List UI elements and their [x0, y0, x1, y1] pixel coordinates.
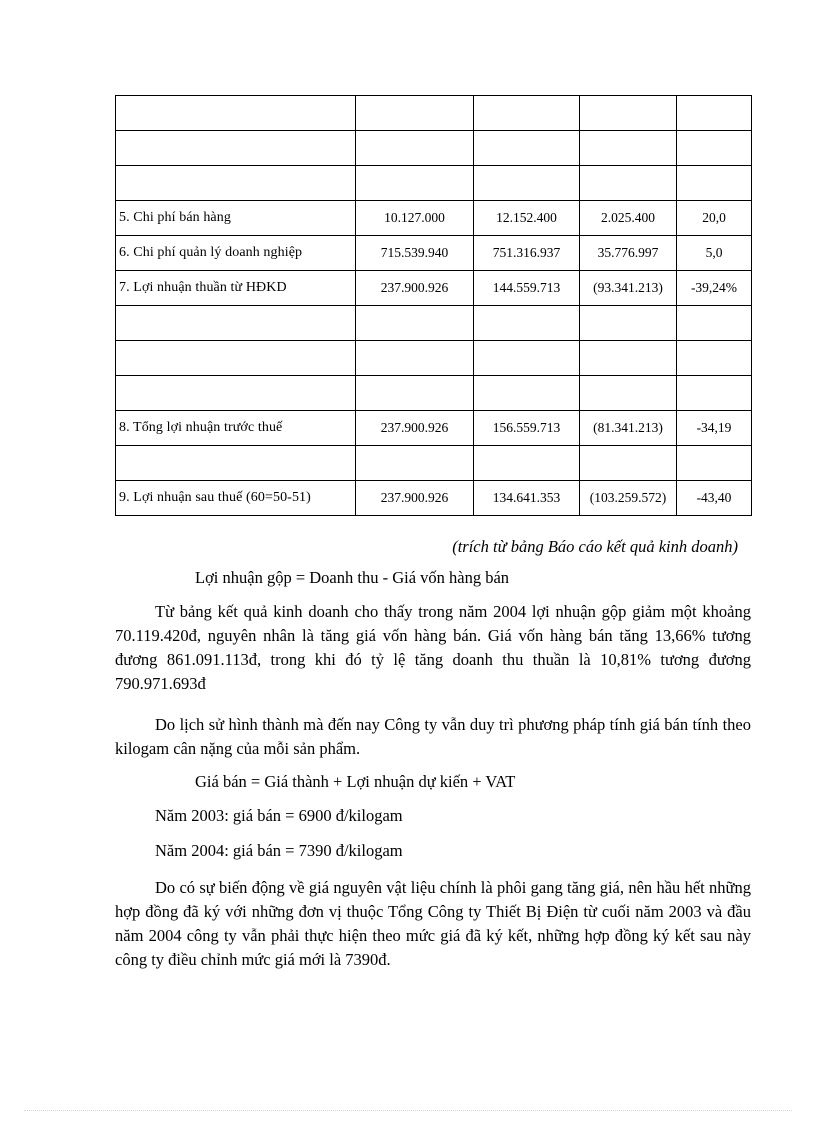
difference-cell	[580, 306, 677, 341]
difference-cell: 35.776.997	[580, 236, 677, 271]
value-2004-cell	[474, 446, 580, 481]
value-2003-cell: 237.900.926	[356, 481, 474, 516]
table-row	[116, 446, 752, 481]
table-row	[116, 271, 752, 306]
value-2004-cell	[474, 166, 580, 201]
table-row	[116, 166, 752, 201]
table-row	[116, 376, 752, 411]
value-2004-cell: 156.559.713	[474, 411, 580, 446]
table-row	[116, 411, 752, 446]
difference-cell	[580, 446, 677, 481]
value-2004-cell	[474, 96, 580, 131]
percent-change-cell	[677, 166, 752, 201]
value-2004-cell	[474, 376, 580, 411]
value-2004-cell	[474, 341, 580, 376]
table-row	[116, 96, 752, 131]
difference-cell: (93.341.213)	[580, 271, 677, 306]
price-2004: Năm 2004: giá bán = 7390 đ/kilogam	[155, 841, 403, 860]
percent-change-cell	[677, 96, 752, 131]
table-body	[116, 96, 752, 516]
gross-profit-formula: Lợi nhuận gộp = Doanh thu - Giá vốn hàng bán	[195, 568, 510, 587]
difference-cell	[580, 166, 677, 201]
difference-cell	[580, 131, 677, 166]
percent-change-cell	[677, 341, 752, 376]
value-2004-cell	[474, 306, 580, 341]
row-label-cell: 8. Tổng lợi nhuận trước thuế	[116, 411, 356, 446]
table-row	[116, 201, 752, 236]
percent-change-cell	[677, 446, 752, 481]
difference-cell: (81.341.213)	[580, 411, 677, 446]
row-label-cell: 7. Lợi nhuận thuần từ HĐKD	[116, 271, 356, 306]
value-2003-cell: 10.127.000	[356, 201, 474, 236]
page-bottom-rule	[24, 1110, 792, 1111]
paragraph-gross-profit-analysis: Từ bảng kết quả kinh doanh cho thấy trong năm 2004 lợi nhuận gộp giảm một khoảng 70.119.420đ, nguyên nhân là tăng giá vốn hàng bán. Giá vốn hàng bán tăng 13,66% tương đương 861.091.113đ, trong khi đó tỷ lệ tăng doanh thu thuần là 10,81% tương đương 790.971.693đ	[115, 602, 751, 693]
table-row	[116, 306, 752, 341]
value-2004-cell	[474, 131, 580, 166]
table-row	[116, 481, 752, 516]
row-label-cell: 6. Chi phí quản lý doanh nghiệp	[116, 236, 356, 271]
value-2003-cell	[356, 166, 474, 201]
value-2003-cell: 237.900.926	[356, 271, 474, 306]
value-2003-cell: 237.900.926	[356, 411, 474, 446]
row-label-cell	[116, 376, 356, 411]
price-2003: Năm 2003: giá bán = 6900 đ/kilogam	[155, 806, 403, 825]
value-2003-cell	[356, 446, 474, 481]
row-label-cell	[116, 306, 356, 341]
value-2003-cell	[356, 96, 474, 131]
difference-cell	[580, 96, 677, 131]
value-2004-cell: 134.641.353	[474, 481, 580, 516]
row-label-cell	[116, 96, 356, 131]
percent-change-cell: -39,24%	[677, 271, 752, 306]
table-row	[116, 236, 752, 271]
value-2004-cell: 144.559.713	[474, 271, 580, 306]
difference-cell: (103.259.572)	[580, 481, 677, 516]
row-label-cell	[116, 131, 356, 166]
value-2004-cell: 751.316.937	[474, 236, 580, 271]
table-row	[116, 341, 752, 376]
percent-change-cell	[677, 131, 752, 166]
value-2003-cell	[356, 341, 474, 376]
difference-cell	[580, 341, 677, 376]
percent-change-cell: 5,0	[677, 236, 752, 271]
business-results-table	[115, 95, 752, 516]
difference-cell	[580, 376, 677, 411]
percent-change-cell: -34,19	[677, 411, 752, 446]
row-label-cell: 9. Lợi nhuận sau thuế (60=50-51)	[116, 481, 356, 516]
selling-price-formula: Giá bán = Giá thành + Lợi nhuận dự kiến + VAT	[195, 772, 516, 791]
value-2003-cell: 715.539.940	[356, 236, 474, 271]
value-2003-cell	[356, 131, 474, 166]
paragraph-price-adjustment: Do có sự biến động về giá nguyên vật liệu chính là phôi gang tăng giá, nên hầu hết những hợp đồng đã ký với những đơn vị thuộc Tổng Công ty Thiết Bị Điện từ cuối năm 2003 và đầu năm 2004 công ty vẫn phải thực hiện theo mức giá đã ký kết, những hợp đồng ký kết sau này công ty điều chỉnh mức giá mới là 7390đ.	[115, 878, 751, 969]
value-2004-cell: 12.152.400	[474, 201, 580, 236]
table-caption: (trích từ bảng Báo cáo kết quả kinh doanh)	[452, 537, 738, 556]
row-label-cell	[116, 341, 356, 376]
paragraph-pricing-method: Do lịch sử hình thành mà đến nay Công ty vẫn duy trì phương pháp tính giá bán tính theo kilogam cân nặng của mỗi sản phẩm.	[115, 715, 751, 758]
value-2003-cell	[356, 376, 474, 411]
difference-cell: 2.025.400	[580, 201, 677, 236]
percent-change-cell: -43,40	[677, 481, 752, 516]
row-label-cell	[116, 446, 356, 481]
row-label-cell	[116, 166, 356, 201]
value-2003-cell	[356, 306, 474, 341]
table-row	[116, 131, 752, 166]
row-label-cell: 5. Chi phí bán hàng	[116, 201, 356, 236]
percent-change-cell	[677, 376, 752, 411]
percent-change-cell: 20,0	[677, 201, 752, 236]
percent-change-cell	[677, 306, 752, 341]
